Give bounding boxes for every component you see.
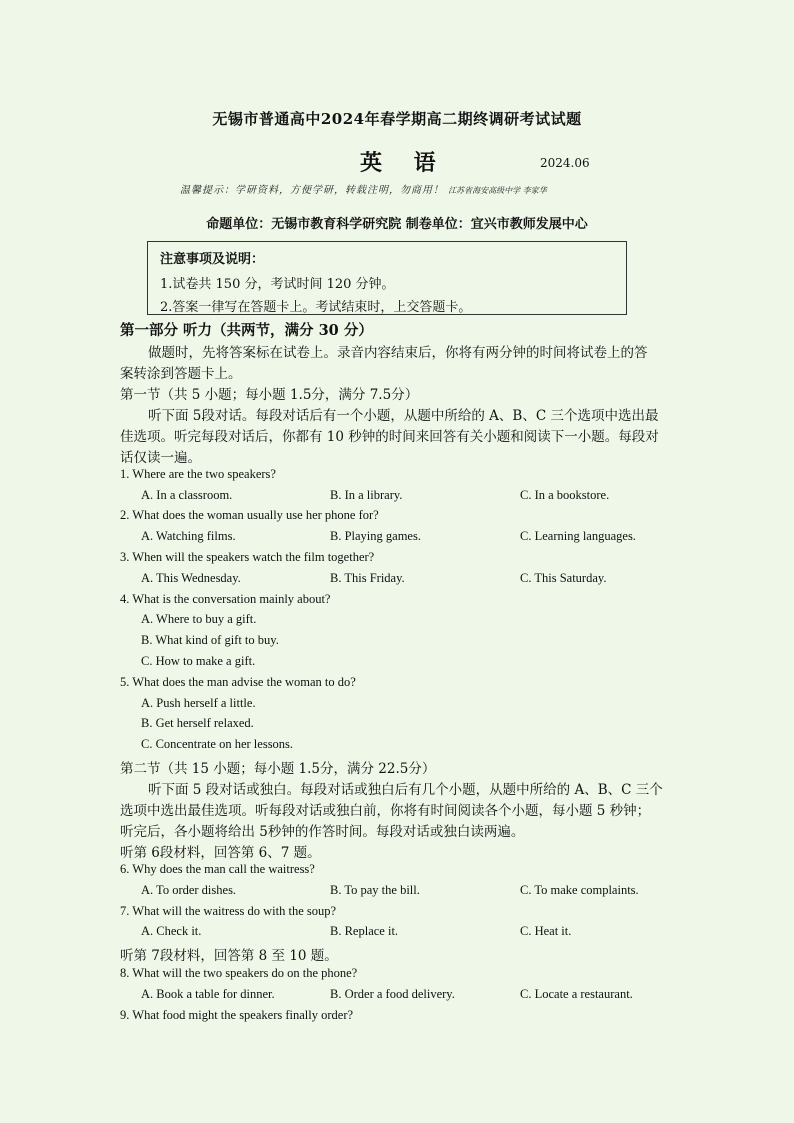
q3-option-c: C. This Saturday. <box>520 571 607 585</box>
notice-heading: 注意事项及说明： <box>160 252 265 267</box>
q6-option-a: A. To order dishes. <box>141 883 237 897</box>
material-6-heading: 听第 6段材料，回答第 6、7 题。 <box>120 845 321 861</box>
q8-option-b: B. Order a food delivery. <box>330 987 455 1001</box>
section1-dir-2: 佳选项。听完每段对话后，你都有 10 秒钟的时间来回答有关小题和阅读下一小题。每段对 <box>120 429 659 445</box>
section1-title: 第一节（共 5 小题；每小题 1.5分，满分 7.5分） <box>120 387 419 403</box>
section1-dir-1: 听下面 5段对话。每段对话后有一个小题，从题中所给的 A、B、C 三个选项中选出最 <box>148 408 659 424</box>
q4-option-b: B. What kind of gift to buy. <box>141 633 279 647</box>
notice-box <box>147 241 627 315</box>
q7-option-c: C. Heat it. <box>520 924 572 938</box>
q1-option-b: B. In a library. <box>330 488 403 502</box>
tip-line <box>180 181 547 196</box>
q1-option-a: A. In a classroom. <box>141 488 233 502</box>
q8-option-c: C. Locate a restaurant. <box>520 987 633 1001</box>
q7-option-b: B. Replace it. <box>330 924 399 938</box>
q1-option-c: C. In a bookstore. <box>520 488 610 502</box>
q6-option-c: C. To make complaints. <box>520 883 639 897</box>
q4-option-a: A. Where to buy a gift. <box>141 612 257 626</box>
exam-title: 无锡市普通高中2024年春学期高二期终调研考试试题 <box>212 110 582 128</box>
section2-dir-1: 听下面 5 段对话或独白。每段对话或独白后有几个小题，从题中所给的 A、B、C 三个 <box>148 782 663 798</box>
q8-option-a: A. Book a table for dinner. <box>141 987 275 1001</box>
section1-dir-3: 话仅读一遍。 <box>120 450 201 466</box>
part1-intro-1: 做题时，先将答案标在试卷上。录音内容结束后，你将有两分钟的时间将试卷上的答 <box>148 345 648 361</box>
q3-option-a: A. This Wednesday. <box>141 571 241 585</box>
section2-dir-2: 选项中选出最佳选项。听每段对话或独白前，你将有时间阅读各个小题，每小题 5 秒钟； <box>120 803 651 819</box>
units-line: 命题单位：无锡市教育科学研究院 制卷单位：宜兴市教师发展中心 <box>206 217 588 232</box>
notice-item-1: 1.试卷共 150 分，考试时间 120 分钟。 <box>160 277 395 292</box>
question-6: 6. Why does the man call the waitress? <box>120 862 315 876</box>
question-2: 2. What does the woman usually use her phone for? <box>120 508 379 522</box>
q2-option-c: C. Learning languages. <box>520 529 636 543</box>
notice-item-2: 2.答案一律写在答题卡上。考试结束时，上交答题卡。 <box>160 300 472 315</box>
subject-title: 英 语 <box>360 150 448 176</box>
question-3: 3. When will the speakers watch the film together? <box>120 550 375 564</box>
part1-title: 第一部分 听力（共两节，满分 30 分） <box>120 322 373 339</box>
q5-option-b: B. Get herself relaxed. <box>141 716 254 730</box>
q3-option-b: B. This Friday. <box>330 571 405 585</box>
section2-dir-3: 听完后，各小题将给出 5秒钟的作答时间。每段对话或独白读两遍。 <box>120 824 525 840</box>
question-7: 7. What will the waitress do with the soup? <box>120 904 337 918</box>
question-9: 9. What food might the speakers finally order? <box>120 1008 354 1022</box>
section2-title: 第二节（共 15 小题；每小题 1.5分，满分 22.5分） <box>120 761 436 777</box>
question-8: 8. What will the two speakers do on the phone? <box>120 966 358 980</box>
exam-date: 2024.06 <box>540 156 590 170</box>
question-1: 1. Where are the two speakers? <box>120 467 276 481</box>
question-5: 5. What does the man advise the woman to do? <box>120 675 356 689</box>
q5-option-c: C. Concentrate on her lessons. <box>141 737 294 751</box>
q6-option-b: B. To pay the bill. <box>330 883 420 897</box>
q2-option-a: A. Watching films. <box>141 529 236 543</box>
q7-option-a: A. Check it. <box>141 924 202 938</box>
material-7-heading: 听第 7段材料，回答第 8 至 10 题。 <box>120 948 338 964</box>
part1-intro-2: 案转涂到答题卡上。 <box>120 366 242 382</box>
q5-option-a: A. Push herself a little. <box>141 696 256 710</box>
tip-main: 温馨提示：学研资料，方便学研，转载注明，勿商用！ <box>180 185 444 196</box>
tip-small: 江苏省海安高级中学 李家华 <box>448 186 547 195</box>
question-4: 4. What is the conversation mainly about? <box>120 592 331 606</box>
q4-option-c: C. How to make a gift. <box>141 654 256 668</box>
q2-option-b: B. Playing games. <box>330 529 421 543</box>
